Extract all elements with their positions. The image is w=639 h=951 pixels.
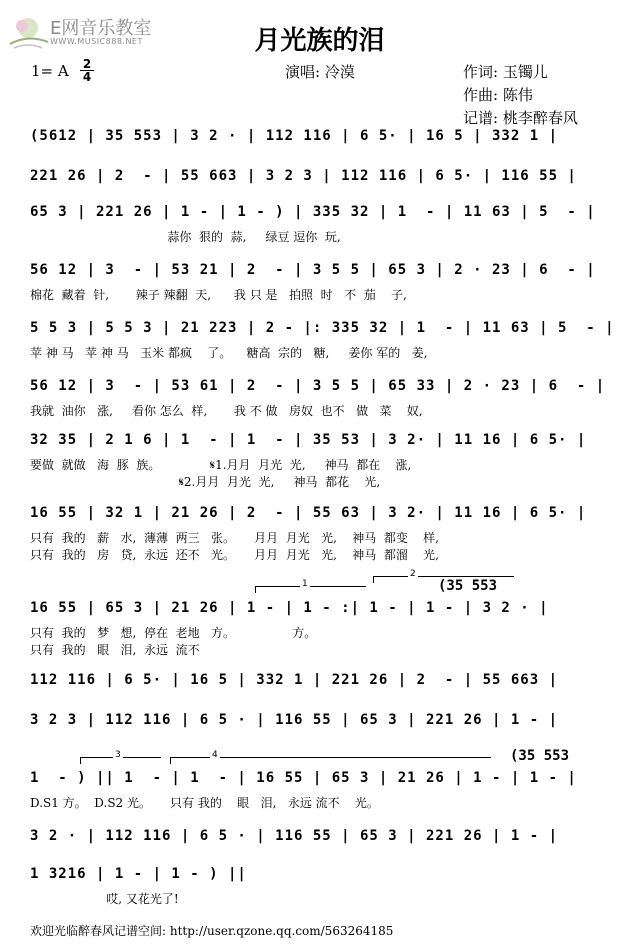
pickup-notes-a: (35 553 <box>438 578 498 594</box>
lyric-line: 苹 神 马 苹 神 马 玉米 都疯 了。 糖高 宗的 糖, 姜你 军的 姜, <box>30 346 428 360</box>
notation-line: 1 - ) || 1 - | 1 - | 16 55 | 65 3 | 21 26 | 1 - | 1 - | <box>30 770 577 786</box>
time-signature-top: 2 <box>82 57 92 71</box>
lyric-line: 只有 我的 梦 想, 停在 老地 方。 方。 <box>30 626 317 640</box>
notation-line: (5612 | 35 553 | 3 2 · | 112 116 | 6 5· | 16 5 | 332 1 | <box>30 128 559 144</box>
notation-line: 221 26 | 2 - | 55 663 | 3 2 3 | 112 116 | 6 5· | 116 55 | <box>30 168 577 184</box>
notation-line: 16 55 | 32 1 | 21 26 | 2 - | 55 63 | 3 2· | 11 16 | 6 5· | <box>30 505 587 521</box>
singer-credit: 演唱: 冷漠 <box>285 63 355 81</box>
lyric-line: 要做 就做 海 豚 族。 𝄋1.月月 月光 光, 神马 都在 涨, <box>30 458 412 472</box>
volta-label-2: 2 <box>410 569 416 579</box>
lyric-line: 蒜你 狠的 蒜, 绿豆 逗你 玩, <box>30 230 341 244</box>
lyric-line: D.S1 方。 D.S2 光。 只有 我的 眼 泪, 永远 流不 光。 <box>30 796 379 810</box>
song-title: 月光族的泪 <box>254 26 385 56</box>
transcriber-credit: 记谱: 桃李醉春风 <box>463 109 578 127</box>
notation-line: 3 2 · | 112 116 | 6 5 · | 116 55 | 65 3 | 221 26 | 1 - | <box>30 828 559 844</box>
notation-line: 5 5 3 | 5 5 3 | 21 223 | 2 - |: 335 32 | 1 - | 11 63 | 5 - | <box>30 320 615 336</box>
volta-label-4: 4 <box>212 750 218 760</box>
lyricist-credit: 作词: 玉镯儿 <box>463 63 548 81</box>
lyric-line: 只有 我的 眼 泪, 永远 流不 <box>30 643 200 657</box>
notation-line: 32 35 | 2 1 6 | 1 - | 1 - | 35 53 | 3 2· | 11 16 | 6 5· | <box>30 432 587 448</box>
composer-credit: 作曲: 陈伟 <box>463 86 533 104</box>
volta-label-1: 1 <box>302 579 308 589</box>
notation-line: 1 3216 | 1 - | 1 - ) || <box>30 866 247 882</box>
logo-url: WWW.MUSIC888.NET <box>50 37 143 46</box>
lyric-line: 棉花 藏着 针, 辣子 辣翻 天, 我 只 是 拍照 时 不 茄 子, <box>30 288 407 302</box>
lyric-line: 我就 油你 涨, 看你 怎么 样, 我 不 做 房奴 也不 做 菜 奴, <box>30 404 423 418</box>
lyric-line: 只有 我的 房 贷, 永远 还不 光。 月月 月光 光, 神马 都溜 光, <box>30 548 439 562</box>
notation-line: 56 12 | 3 - | 53 21 | 2 - | 3 5 5 | 65 3 | 2 · 23 | 6 - | <box>30 262 596 278</box>
volta-label-3: 3 <box>115 750 121 760</box>
lyric-line: 只有 我的 薪 水, 薄薄 两三 张。 月月 月光 光, 神马 都变 样, <box>30 531 439 545</box>
notation-line: 112 116 | 6 5· | 16 5 | 332 1 | 221 26 | 2 - | 55 663 | <box>30 672 559 688</box>
notation-line: 56 12 | 3 - | 53 61 | 2 - | 3 5 5 | 65 33 | 2 · 23 | 6 - | <box>30 378 606 394</box>
notation-line: 16 55 | 65 3 | 21 26 | 1 - | 1 - :| 1 - | 1 - | 3 2 · | <box>30 600 549 616</box>
notation-line: 65 3 | 221 26 | 1 - | 1 - ) | 335 32 | 1 - | 11 63 | 5 - | <box>30 204 596 220</box>
lyric-line: 𝄋2.月月 月光 光, 神马 都花 光, <box>30 475 381 489</box>
lyric-line: 哎, 又花光了! <box>30 892 179 906</box>
logo-name: E网音乐教室 <box>50 18 152 39</box>
time-signature-bottom: 4 <box>80 70 94 83</box>
notation-line: 3 2 3 | 112 116 | 6 5 · | 116 55 | 65 3 | 221 26 | 1 - | <box>30 712 559 728</box>
key-signature: 1= A <box>31 62 69 80</box>
volta-bracket-1 <box>255 586 366 593</box>
footer-credit: 欢迎光临醉春风记谱空间: http://user.qzone.qq.com/563264185 <box>30 924 394 938</box>
time-signature <box>80 58 94 83</box>
pickup-notes-b: (35 553 <box>510 748 570 764</box>
